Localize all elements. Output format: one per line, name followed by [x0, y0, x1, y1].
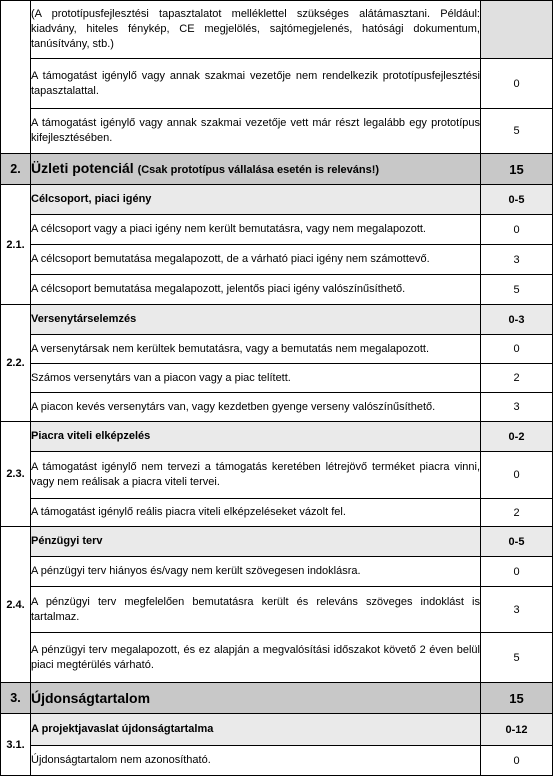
section-note: (Csak prototípus vállalása esetén is releváns!) [137, 163, 380, 176]
section-title-text: Üzleti potenciál [31, 159, 134, 176]
table-row [1, 499, 553, 527]
subsection-title: Pénzügyi terv [31, 527, 481, 557]
points-cell: 3 [481, 245, 553, 275]
criterion-text: A támogatást igénylő nem tervezi a támogatás keretében létrejövő terméket piacra vinni, vagy nem reálisak a piacra viteli tervei. [31, 452, 481, 499]
table-row [1, 633, 553, 683]
subsection-range: 0-12 [481, 714, 553, 746]
section-row [1, 683, 553, 714]
table-row [1, 335, 553, 364]
criterion-text: A célcsoport bemutatása megalapozott, jelentős piaci igény valószínűsíthető. [31, 275, 481, 305]
table-row [1, 746, 553, 776]
subsection-range: 0-5 [481, 185, 553, 215]
points-cell: 3 [481, 587, 553, 633]
criterion-text: A versenytársak nem kerültek bemutatásra, vagy a bemutatás nem megalapozott. [31, 335, 481, 364]
criterion-text: A támogatást igénylő reális piacra viteli elképzeléseket vázolt fel. [31, 499, 481, 527]
table-row [1, 452, 553, 499]
subsection-number: 2.4. [1, 527, 31, 683]
criterion-text: A pénzügyi terv megfelelően bemutatásra került és releváns szöveges indoklást is tartalmaz. [31, 587, 481, 633]
criterion-text: A célcsoport vagy a piaci igény nem került bemutatásra, vagy nem megalapozott. [31, 215, 481, 245]
section-number: 2. [1, 154, 31, 185]
subsection-row [1, 527, 553, 557]
points-cell [481, 1, 553, 59]
criterion-text: A piacon kevés versenytárs van, vagy kezdetben gyenge verseny valószínűsíthető. [31, 393, 481, 422]
points-cell: 3 [481, 393, 553, 422]
subsection-title: Versenytárselemzés [31, 305, 481, 335]
subsection-number: 2.3. [1, 422, 31, 527]
criterion-text: A pénzügyi terv megalapozott, és ez alapján a megvalósítási időszakot követő 2 éven belül piaci megtérülés várható. [31, 633, 481, 683]
criterion-text: Számos versenytárs van a piacon vagy a piac telített. [31, 364, 481, 393]
points-cell: 0 [481, 335, 553, 364]
subsection-range: 0-2 [481, 422, 553, 452]
table-row [1, 215, 553, 245]
subsection-number: 2.2. [1, 305, 31, 422]
subsection-title: A projektjavaslat újdonságtartalma [31, 714, 481, 746]
criterion-text: A támogatást igénylő vagy annak szakmai vezetője vett már részt legalább egy prototípus kifejlesztésében. [31, 109, 481, 154]
section-points: 15 [481, 154, 553, 185]
subsection-range: 0-5 [481, 527, 553, 557]
table-row [1, 364, 553, 393]
points-cell: 0 [481, 557, 553, 587]
points-cell: 5 [481, 275, 553, 305]
criterion-text: Újdonságtartalom nem azonosítható. [31, 746, 481, 776]
section-points: 15 [481, 683, 553, 714]
subsection-number: 3.1. [1, 714, 31, 776]
criterion-text: A célcsoport bemutatása megalapozott, de a várható piaci igény nem számottevő. [31, 245, 481, 275]
table-row [1, 587, 553, 633]
points-cell: 0 [481, 452, 553, 499]
table-row [1, 109, 553, 154]
subsection-row [1, 422, 553, 452]
points-cell: 0 [481, 215, 553, 245]
table-row [1, 59, 553, 109]
points-cell: 0 [481, 59, 553, 109]
section-title [31, 154, 481, 185]
points-cell: 0 [481, 746, 553, 776]
row-number-cell [1, 1, 31, 154]
section-number: 3. [1, 683, 31, 714]
criterion-note: (A prototípusfejlesztési tapasztalatot melléklettel szükséges alátámasztani. Például: kiadvány, hiteles fénykép, CE megjelölés, sajtómegjelenés, hatósági dokumentum, tanúsítvány, stb.) [31, 1, 481, 59]
subsection-row [1, 185, 553, 215]
points-cell: 2 [481, 499, 553, 527]
subsection-row [1, 305, 553, 335]
table-row [1, 245, 553, 275]
subsection-row [1, 714, 553, 746]
subsection-range: 0-3 [481, 305, 553, 335]
section-title-text: Újdonságtartalom [31, 689, 151, 706]
criterion-text: A támogatást igénylő vagy annak szakmai vezetője nem rendelkezik prototípusfejlesztési tapasztalattal. [31, 59, 481, 109]
points-cell: 2 [481, 364, 553, 393]
subsection-title: Piacra viteli elképzelés [31, 422, 481, 452]
table-row [1, 557, 553, 587]
subsection-title: Célcsoport, piaci igény [31, 185, 481, 215]
section-title [31, 683, 481, 714]
table-row [1, 275, 553, 305]
subsection-number: 2.1. [1, 185, 31, 305]
section-row [1, 154, 553, 185]
table-row [1, 1, 553, 59]
table-row [1, 393, 553, 422]
criterion-text: A pénzügyi terv hiányos és/vagy nem került szövegesen indoklásra. [31, 557, 481, 587]
points-cell: 5 [481, 633, 553, 683]
points-cell: 5 [481, 109, 553, 154]
